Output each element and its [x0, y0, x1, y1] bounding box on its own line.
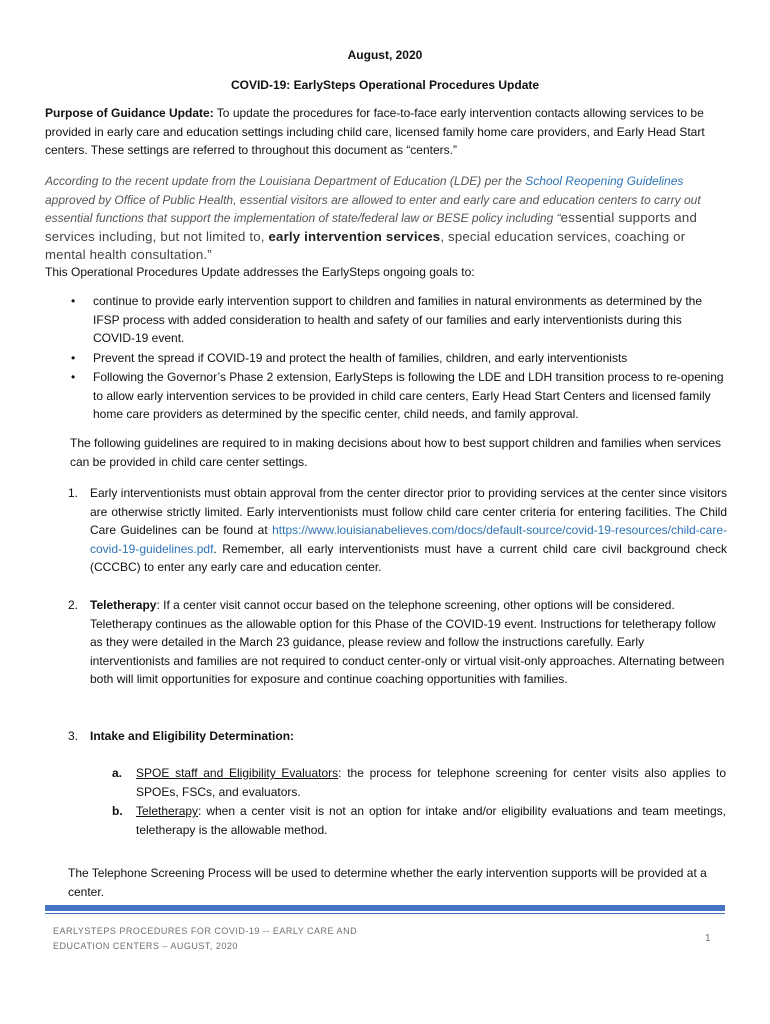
item-text: Early interventionists must obtain approval from the center director prior to providing services at the center since visitors are otherwise strictly limited. Early interventionists must follow child care center criteria for entering facilities. The Child Care Guidelines can be found at: [90, 486, 727, 537]
sub-item-text: : the process for telephone screening for center visits also applies to SPOEs, FSCs, and evaluators.: [136, 766, 726, 799]
footer-text: [53, 924, 453, 954]
item-text-after: . Remember, all early interventionists must have a current child care civil background check (CCCBC) to enter any early care and education center.: [90, 541, 727, 574]
list-item: [45, 368, 727, 424]
purpose-paragraph: [45, 104, 727, 160]
school-reopening-link[interactable]: School Reopening Guidelines: [525, 174, 684, 188]
bullet-icon: •: [71, 370, 76, 384]
lde-text-1: According to the recent update from the Louisiana Department of Education (LDE) per the: [45, 174, 526, 188]
lde-bold-text: early intervention services: [268, 228, 441, 244]
item-number: 2.: [68, 598, 79, 612]
screening-paragraph: The Telephone Screening Process will be used to determine whether the early intervention supports will be provided at a center.: [68, 866, 707, 899]
footer-line-1: EARLYSTEPS PROCEDURES FOR COVID-19 -- EARLY CARE AND: [53, 926, 358, 936]
item-number: 1.: [68, 486, 79, 500]
lde-text-3: essential supports and services including, but not limited to,: [45, 210, 697, 244]
footer-line-2: EDUCATION CENTERS – AUGUST, 2020: [53, 941, 238, 951]
document-title: COVID-19: EarlySteps Operational Procedures Update: [230, 78, 540, 92]
list-item-text: continue to provide early intervention support to children and families in natural environments as determined by the IFSP process with added consideration to health and safety of our families and early interventionists during this COVID-19 event.: [93, 294, 703, 345]
lde-paragraph: [45, 172, 727, 265]
item-number: 3.: [68, 729, 79, 743]
sub-item-b: [112, 802, 726, 839]
purpose-label: Purpose of Guidance Update:: [45, 106, 214, 120]
footer-divider-thin: [45, 913, 725, 914]
numbered-item-1: [45, 484, 727, 577]
lde-text-2: approved by Office of Public Health, essential visitors are allowed to enter and early care and education centers to carry out essential functions that support the implementation of state/federal law or BESE policy including “: [45, 192, 701, 225]
list-item: [45, 349, 727, 368]
intake-eligibility-heading: Intake and Eligibility Determination:: [90, 729, 295, 743]
sub-item-label: Teletherapy: [136, 804, 199, 818]
list-item-text: Following the Governor’s Phase 2 extension, EarlySteps is following the LDE and LDH transition process to re-opening to allow early intervention services to be provided in child care centers, Early Head Start Centers and licensed family home care providers as determined by the specific center, child needs, and family approval.: [93, 370, 724, 421]
purpose-text: To update the procedures for face-to-face early intervention contacts allowing services to be provided in early care and education settings including child care, licensed family home care providers, and Early Head Start centers. These settings are referred to throughout this document as “centers.”: [45, 106, 705, 157]
bullet-icon: •: [71, 350, 76, 365]
sub-item-a: [112, 764, 726, 801]
sub-item-label: SPOE staff and Eligibility Evaluators: [136, 766, 339, 780]
footer-divider: [45, 905, 725, 911]
numbered-item-3: [45, 727, 727, 746]
list-item-text: Prevent the spread if COVID-19 and protect the health of families, children, and early interventionists: [93, 350, 628, 365]
numbered-item-2: [45, 596, 727, 689]
lde-text-4: , special education services, coaching or mental health consultation.”: [45, 228, 686, 262]
goals-intro: This Operational Procedures Update addresses the EarlySteps ongoing goals to:: [45, 265, 475, 279]
goals-list: [45, 292, 727, 425]
sub-item-letter: b.: [112, 804, 123, 818]
page-number: 1: [705, 933, 711, 944]
sub-item-letter: a.: [112, 766, 123, 780]
guidelines-intro: The following guidelines are required to in making decisions about how to best support children and families when services can be provided in child care center settings.: [70, 436, 722, 469]
teletherapy-label: Teletherapy: [90, 598, 157, 612]
bullet-icon: •: [71, 294, 76, 308]
sub-item-text: : when a center visit is not an option for intake and/or eligibility evaluations and team meetings, teletherapy is the allowable method.: [136, 804, 726, 837]
list-item: [45, 292, 727, 348]
document-date: August, 2020: [347, 48, 423, 62]
item-text: : If a center visit cannot occur based on the telephone screening, other options will be considered. Teletherapy continues as the allowable option for this Phase of the COVID-19 event. Instructions for teletherapy follow as they were detailed in the March 23 guidance, please review and follow the instructions carefully. Early interventionists and families are not required to conduct center-only or virtual visit-only approaches. Alternating between both will limit opportunities for exposure and continue coaching opportunities with families.: [90, 598, 725, 686]
child-care-guidelines-link[interactable]: https://www.louisianabelieves.com/docs/default-source/covid-19-resources/child-care-covid-19-guidelines.pdf: [90, 523, 727, 556]
